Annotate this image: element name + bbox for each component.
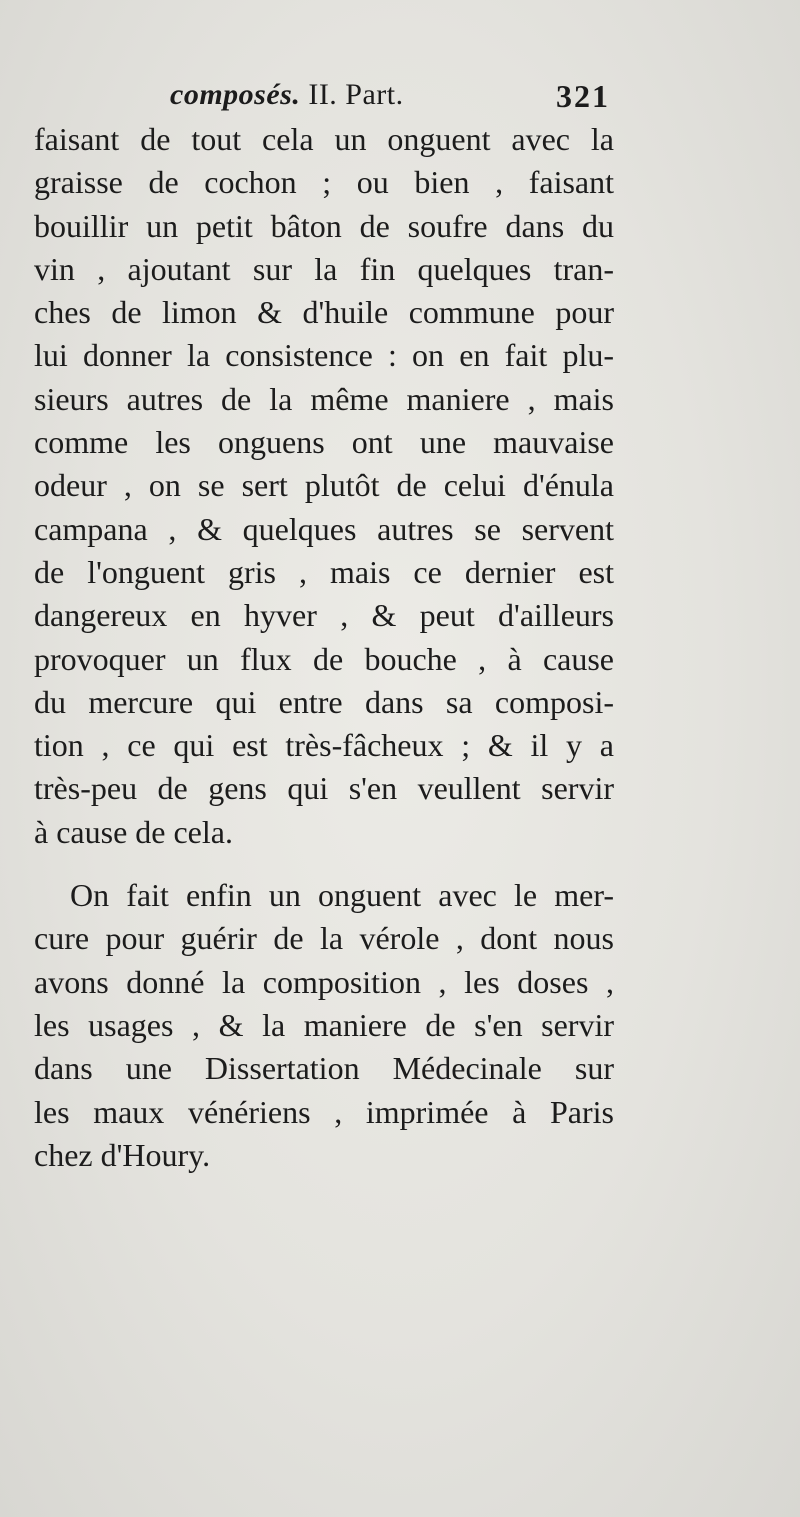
text-line: de l'onguent gris , mais ce dernier est xyxy=(34,553,614,590)
paragraph-2 xyxy=(34,874,614,1177)
text-line: faisant de tout cela un onguent avec la xyxy=(34,121,614,157)
text-line: très-peu de gens qui s'en veullent servir xyxy=(34,770,614,807)
text-line: comme les onguens ont une mauvaise xyxy=(34,424,614,461)
text-line: On fait enfin un onguent avec le mer- xyxy=(70,877,614,914)
text-line: odeur , on se sert plutôt de celui d'énula xyxy=(34,467,614,504)
text-line: dangereux en hyver , & peut d'ailleurs xyxy=(34,597,614,634)
text-line: bouillir un petit bâton de soufre dans du xyxy=(34,207,614,244)
running-head-italic: composés. xyxy=(170,78,301,111)
paragraph-gap xyxy=(34,854,614,874)
body-text xyxy=(34,118,614,1177)
text-line: cure pour guérir de la vérole , dont nous xyxy=(34,920,614,957)
text-line: ches de limon & d'huile commune pour xyxy=(34,294,614,331)
text-line: du mercure qui entre dans sa composi- xyxy=(34,683,614,720)
text-line: lui donner la consistence : on en fait plu- xyxy=(34,337,614,374)
text-line: tion , ce qui est très-fâcheux ; & il y a xyxy=(34,727,614,764)
text-line: les maux vénériens , imprimée à Paris xyxy=(34,1093,614,1130)
text-line: sieurs autres de la même maniere , mais xyxy=(34,380,614,417)
text-line: vin , ajoutant sur la fin quelques tran- xyxy=(34,250,614,287)
text-line: graisse de cochon ; ou bien , faisant xyxy=(34,164,614,201)
text-line: provoquer un flux de bouche , à cause xyxy=(34,640,614,677)
running-head xyxy=(170,78,404,112)
text-line: chez d'Houry. xyxy=(34,1136,211,1173)
paragraph-1 xyxy=(34,118,614,854)
running-head-part: II. Part. xyxy=(300,78,404,111)
text-line: campana , & quelques autres se servent xyxy=(34,510,614,547)
page-header xyxy=(170,78,610,122)
page-number: 321 xyxy=(556,78,610,114)
text-line: les usages , & la maniere de s'en servir xyxy=(34,1006,614,1043)
text-line: à cause de cela. xyxy=(34,813,233,850)
text-line: dans une Dissertation Médecinale sur xyxy=(34,1050,614,1087)
text-line: avons donné la composition , les doses , xyxy=(34,963,614,1000)
